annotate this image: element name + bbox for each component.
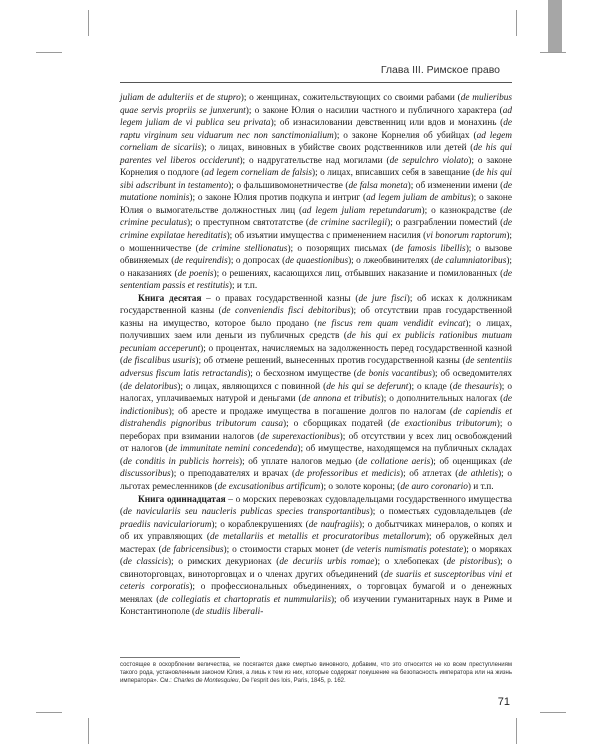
latin-term: de naufragiis (308, 519, 359, 530)
text-run: ); о кладе ( (408, 381, 453, 392)
text-run: ); о разграблении поместий ( (387, 218, 504, 229)
crop-mark (36, 712, 62, 713)
text-run: ); о надругательстве над могилами ( (239, 155, 390, 166)
latin-term: ad legem juliam de ambitus (366, 193, 471, 204)
latin-term: de calumniatoribus (434, 256, 507, 267)
text-run: ); о позорящих письмах ( (287, 243, 395, 254)
text-run: ); об изнасиловании девственниц или вдов и монахинь ( (270, 118, 504, 129)
latin-term: de sententiis adversus fiscum latis retractandis (120, 356, 513, 380)
text-run: ); о законе Юлия о вымогательстве должностных лиц ( (120, 193, 513, 216)
text-run: ); о свиноторговцах, виноторговцах и о членах других объединений ( (120, 557, 512, 580)
text-run: ); об изменении имени ( (407, 180, 504, 191)
latin-term: de raptu virginum seu viduarum nec non sanctimonialium (120, 118, 512, 141)
text-run: ); об аресте и продаже имущества в погашение долгов по налогам ( (168, 406, 454, 417)
latin-term: de indictionibus (120, 394, 512, 417)
latin-term: de superexactionibus (260, 431, 340, 442)
text-run: ); о хлебопеках ( (374, 557, 447, 568)
latin-term: de mulieribus quae servis propriis se junxerunt (120, 93, 513, 116)
book-heading: Книга десятая (138, 293, 202, 304)
text-run: ); об осведомителях ( (120, 369, 512, 392)
latin-term: ad legem juliam repetundarum (302, 205, 422, 216)
latin-term: de famosis libellis (394, 243, 466, 254)
header-rule (120, 82, 512, 83)
latin-term: de decuriis urbis romae (279, 557, 375, 568)
text-run: ); о переборах при взимании налогов ( (120, 419, 512, 442)
text-run: ); о лицах, вписавших себя в завещание ( (311, 168, 476, 179)
latin-term: de fabricensibus (161, 544, 224, 555)
text-run: ); о моряках ( (120, 544, 512, 568)
latin-term: de auro coronario (400, 481, 468, 492)
text-run: – о правах государственной казны ( (201, 293, 359, 304)
chapter-thumb-tab (548, 0, 562, 52)
crop-mark (540, 52, 566, 53)
page-number: 71 (497, 696, 510, 708)
latin-term: de annona et tributis (301, 394, 381, 405)
latin-term: de exactionibus tributorum (390, 419, 497, 430)
latin-term: juliam de adulteriis et de stupro (120, 93, 241, 103)
text-run: ); о профессиональных объединениях, о торговцах бумагой и о денежных менялах ( (120, 582, 512, 605)
crop-mark (88, 10, 89, 36)
latin-term: ad legem juliam de vi publica seu privata (120, 105, 512, 129)
text-run: ); и т.п. (228, 281, 258, 292)
text-run: ); о лжеобвинителях ( (348, 256, 435, 267)
latin-term: de pistoribus (446, 557, 498, 568)
latin-term: de fiscalibus usuris (123, 356, 196, 367)
crop-mark (516, 10, 517, 36)
text-run: ); о сборщиках податей ( (283, 419, 391, 430)
text-run: , De l'esprit des lois, Paris, 1845, p. 162. (238, 678, 346, 685)
text-run: ); о льготах ремесленников ( (120, 469, 512, 492)
latin-term: ad legem corneliam de sicariis (120, 130, 513, 154)
text-run: ) и т.п. (467, 481, 494, 492)
crop-mark (36, 52, 62, 53)
text-run: ); о поместьях судовладельцев ( (369, 507, 504, 518)
text-run: ); об отсутствии у всех лиц освобождений от налогов ( (120, 431, 512, 455)
paragraph (120, 494, 512, 619)
latin-term: de conditis in publicis horreis (123, 456, 239, 467)
text-run: ); о казнокрадстве ( (421, 205, 504, 216)
latin-term: de bonis vacantibus (356, 369, 432, 380)
latin-term: de conveniendis fisci debitoribus (221, 306, 351, 317)
latin-term: de classicis (123, 557, 168, 568)
text-run: ); об оценщиках ( (430, 456, 504, 467)
latin-term: de quaestionibus (285, 256, 349, 267)
running-head: Глава III. Римское право (380, 64, 500, 76)
crop-mark (516, 718, 517, 744)
text-run: ); о римских декурионах ( (167, 557, 280, 568)
text-run: ); о вызове обвиняемых ( (120, 243, 512, 267)
text-run: ); о бесхозном имуществе ( (247, 369, 357, 380)
latin-term: de jure fisci (358, 293, 407, 304)
text-run: ); об имуществе, находящемся на публичных складах ( (120, 444, 513, 467)
crop-mark (88, 718, 89, 744)
text-run: ); о фальшивомонетничестве ( (228, 180, 349, 191)
text-run: ); о женщинах, сожительствующих со своими рабами ( (240, 93, 461, 103)
latin-term: de professoribus et medicis (295, 469, 400, 480)
latin-term: de excusationibus artificum (217, 481, 321, 492)
latin-term: de capiendis et distrahendis pignoribus tributorum causa (120, 406, 512, 430)
text-run: ); об изучении гуманитарных наук в Риме и Константинополе ( (120, 594, 513, 618)
latin-term: de delatoribus (123, 381, 178, 392)
latin-term: de poenis (177, 268, 214, 279)
text-run: ); о кораблекрушениях ( (211, 519, 309, 530)
latin-term: de naviculariis seu naucleris publicas species transportantibus (123, 507, 370, 518)
text-run: ); о законе Корнелия об убийцах ( (333, 130, 477, 141)
latin-term: de thesauris (452, 381, 499, 392)
text-run: ); об уплате налогов медью ( (238, 456, 359, 467)
main-text (120, 92, 512, 619)
latin-term: de metallariis et metallis et procuratoribus metallorum (209, 532, 426, 543)
text-run: ); о преподавателях и врачах ( (170, 469, 296, 480)
latin-term: de collegiatis et chartopratis et nummulariis (159, 594, 331, 605)
text-run: ); о лицах, виновных в убийстве своих родственников или детей ( (201, 143, 474, 154)
latin-term: de his qui parentes vel liberos occiderunt (120, 143, 512, 166)
latin-term: de sententiam passis et restitutis (120, 268, 513, 292)
latin-term: ad legem corneliam de falsis (204, 168, 312, 179)
text-run: ); о процентах, начисляемых на задолженность перед государственной казной ( (120, 343, 512, 367)
latin-term: de collatione aeris (358, 456, 431, 467)
latin-term: de falsa moneta (348, 180, 408, 191)
latin-term: de crimine stellionatus (198, 243, 288, 254)
text-run: ); о допросах ( (227, 256, 286, 267)
latin-term: de athletis (458, 469, 499, 480)
text-run: ); о законе Юлия против подкупа и интриг ( (189, 193, 367, 204)
text-run: – о морских перевозках судовладельцами государственного имущества ( (120, 494, 512, 518)
latin-term: de mutatione nominis (120, 180, 513, 204)
text-run: ); о лицах, получивших заем или деньги из публичных средств ( (120, 318, 512, 342)
text-run: ); о налогах, уплачиваемых натурой и деньгами ( (120, 381, 512, 405)
text-run: ); о законе Юлия о насилии частного и публичного характера ( (245, 105, 503, 116)
latin-term: vi bonorum raptorum (426, 231, 507, 242)
latin-term: de requirendis (174, 256, 228, 267)
latin-term: de praediis naviculariorum (120, 507, 512, 530)
paragraph (120, 92, 512, 293)
text-run: ); об исках к должникам государственной казны ( (120, 293, 512, 317)
latin-term: de studiis liberali- (195, 607, 264, 618)
text-run: ); о лицах, являющихся с повинной ( (177, 381, 327, 392)
text-run: ); о наказаниях ( (120, 256, 513, 279)
text-run: ); о золоте короны; ( (320, 481, 401, 492)
latin-term: de veteris numismatis potestate (344, 544, 464, 555)
book-heading: Книга одиннадцатая (138, 494, 226, 505)
text-run: ); о дополнительных налогах ( (380, 394, 504, 405)
text-run: состоящее в оскорблении величества, не посягается даже смертью виновного, добавим, что это относится не ко всем преступлениям такого рода, установленным законом Юлия, а лишь к тем из них, которые содержат покушение на безопасность императора или на жизнь императора». См.: (120, 662, 512, 685)
text-run: ); об атлетах ( (399, 469, 459, 480)
text-run: ); о решениях, касающихся лиц, отбывших наказание и помилованных ( (213, 268, 504, 279)
latin-term: ne fiscus rem quam vendidit evincat (317, 318, 466, 329)
latin-term: de crimine expilatae hereditatis (120, 218, 512, 242)
text-run: ); о стоимости старых монет ( (223, 544, 345, 555)
latin-term: Charles de Montesquieu (173, 678, 239, 685)
text-run: ); об отмене решений, вынесенных против государственной казны ( (195, 356, 466, 367)
text-run: ); об отсутствии прав государственной казны на имущество, которое было продано ( (120, 306, 512, 329)
latin-term: de sepulchro violato (389, 155, 469, 166)
text-run: ); о законе Корнелия о подлоге ( (120, 155, 512, 179)
text-run: ); о мошенничестве ( (120, 231, 512, 254)
latin-term: de crimine sacrilegii (309, 218, 388, 229)
text-run: ); об оружейных дел мастерах ( (120, 532, 512, 555)
text-run: ); о преступном святотатстве ( (186, 218, 310, 229)
text-run: ); о добытчиках минералов, о копях и об их управляющих ( (120, 519, 513, 543)
text-run: ); об изъятии имущества с применением насилия ( (226, 231, 427, 242)
latin-term: de immunitate nemini concedenda (168, 444, 298, 455)
latin-term: de his qui sibi adscribunt in testamento (120, 168, 512, 191)
latin-term: de his qui se deferunt (326, 381, 409, 392)
footnote-rule (120, 657, 240, 658)
paragraph (120, 293, 512, 494)
latin-term: de suariis et susceptoribus vini et ceteris corporatis (120, 569, 512, 593)
footnote (120, 661, 512, 686)
latin-term: de discussoribus (120, 456, 512, 480)
crop-mark (540, 712, 566, 713)
latin-term: de his qui ex publicis rationibus mutuam pecuniam acceperunt (120, 331, 513, 354)
latin-term: de crimine peculatus (120, 205, 512, 229)
